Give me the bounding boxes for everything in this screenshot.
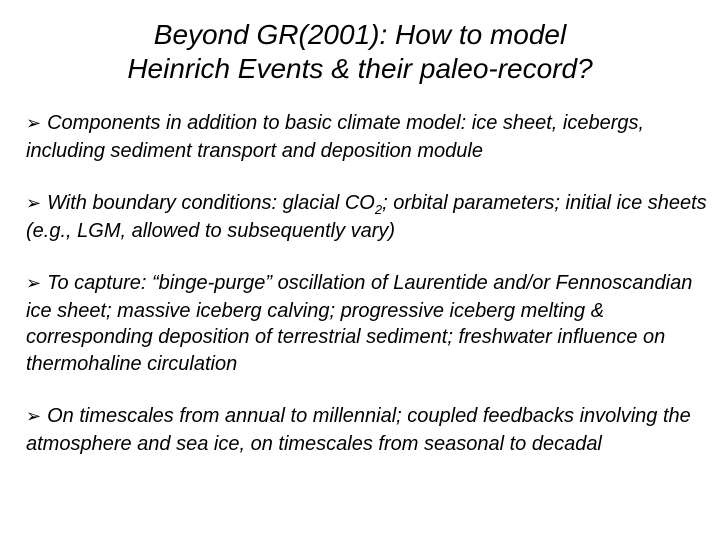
title-line-2: Heinrich Events & their paleo-record? [127, 53, 593, 84]
arrow-bullet-icon: ➢ [26, 273, 42, 294]
bullet-text: To capture: “binge-purge” oscillation of Laurentide and/or Fennoscandian ice sheet; massive iceberg calving; progressive iceberg melting & corresponding deposition of terrestrial sediment; freshwater influence on thermohaline circulation [26, 272, 693, 375]
title-line-1: Beyond GR(2001): How to model [153, 19, 567, 50]
bullet-to-capture [26, 270, 716, 377]
co2-subscript: 2 [374, 202, 383, 217]
arrow-bullet-icon: ➢ [26, 193, 42, 214]
bullet-timescales [26, 403, 716, 457]
slide-title [0, 18, 720, 86]
bullet-list [26, 110, 716, 457]
bullet-components [26, 110, 716, 164]
bullet-boundary-conditions [26, 190, 716, 244]
bullet-text: Components in addition to basic climate model: ice sheet, icebergs, including sediment transport and deposition module [26, 112, 645, 162]
bullet-text: With boundary conditions: glacial CO [47, 192, 375, 214]
bullet-text: On timescales from annual to millennial; coupled feedbacks involving the atmosphere and sea ice, on timescales from seasonal to decadal [26, 405, 691, 455]
bullet-text-continued: ; orbital parameters; initial ice sheets (e.g., LGM, allowed to subsequently vary) [26, 192, 707, 242]
arrow-bullet-icon: ➢ [26, 113, 42, 134]
arrow-bullet-icon: ➢ [26, 406, 42, 427]
